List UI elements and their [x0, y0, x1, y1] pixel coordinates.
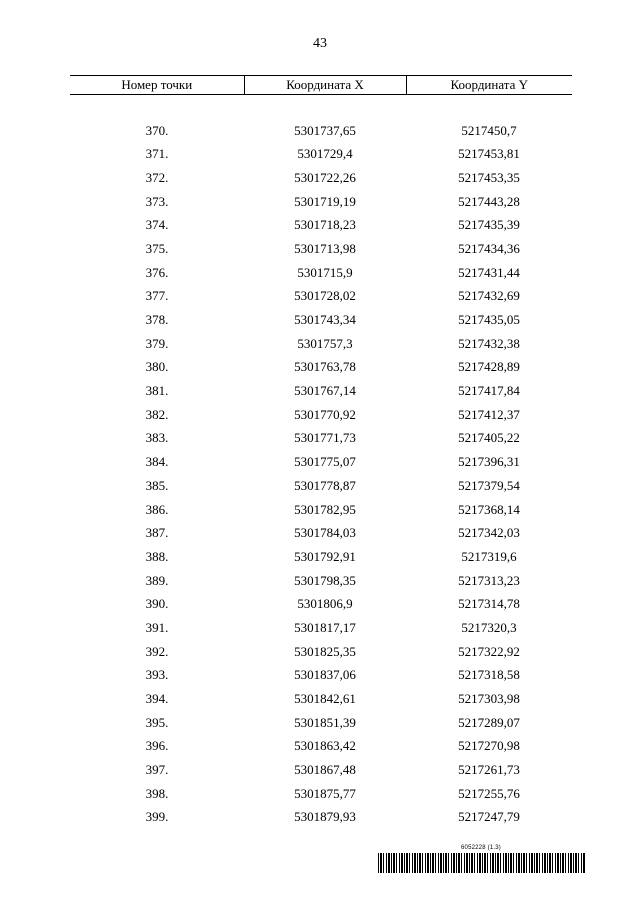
table-row: [70, 119, 572, 143]
coordinate-y-cell: 5217431,44: [458, 264, 520, 280]
coordinate-x-cell: 5301875,77: [294, 785, 356, 801]
coordinate-y-cell: 5217396,31: [458, 454, 520, 470]
table-header-row: [70, 76, 572, 95]
point-number-cell: 388.: [145, 548, 169, 564]
coordinate-y-cell: 5217379,54: [458, 477, 520, 493]
coordinate-x-cell: 5301771,73: [294, 430, 356, 446]
table-row: [70, 261, 572, 285]
coordinate-y-cell: 5217453,35: [458, 169, 520, 185]
table-row: [70, 379, 572, 403]
coordinate-y-cell: 5217261,73: [458, 762, 520, 778]
point-number-cell: 371.: [145, 146, 169, 162]
table-row: [70, 142, 572, 166]
barcode-caption: 6052228 (1.3): [461, 845, 501, 851]
coordinate-x-cell: 5301722,26: [294, 169, 356, 185]
coordinate-y-cell: 5217412,37: [458, 406, 520, 422]
table-row: [70, 356, 572, 380]
table-row: [70, 616, 572, 640]
coordinate-x-cell: 5301782,95: [294, 501, 356, 517]
point-number-cell: 392.: [145, 643, 169, 659]
coordinate-x-cell: 5301775,07: [294, 454, 356, 470]
table-row: [70, 569, 572, 593]
point-number-cell: 386.: [145, 501, 169, 517]
point-number-cell: 391.: [145, 619, 169, 635]
coordinate-x-cell: 5301715,9: [297, 264, 353, 280]
coordinate-y-cell: 5217319,6: [461, 548, 517, 564]
coordinate-x-cell: 5301757,3: [297, 335, 353, 351]
table-row: [70, 687, 572, 711]
point-number-cell: 379.: [145, 335, 169, 351]
coordinate-y-cell: 5217342,03: [458, 525, 520, 541]
point-number-cell: 373.: [145, 193, 169, 209]
point-number-cell: 389.: [145, 572, 169, 588]
coordinate-x-cell: 5301767,14: [294, 383, 356, 399]
coordinate-x-cell: 5301867,48: [294, 762, 356, 778]
table-row: [70, 758, 572, 782]
table-row: [70, 521, 572, 545]
coordinate-x-cell: 5301817,17: [294, 619, 356, 635]
coordinate-y-cell: 5217313,23: [458, 572, 520, 588]
point-number-cell: 399.: [145, 809, 169, 825]
coordinate-x-cell: 5301842,61: [294, 691, 356, 707]
coordinate-y-cell: 5217432,38: [458, 335, 520, 351]
point-number-cell: 370.: [145, 122, 169, 138]
coordinate-x-cell: 5301798,35: [294, 572, 356, 588]
point-number-cell: 387.: [145, 525, 169, 541]
coordinate-x-cell: 5301763,78: [294, 359, 356, 375]
coordinate-x-cell: 5301713,98: [294, 240, 356, 256]
point-number-cell: 394.: [145, 691, 169, 707]
coordinate-y-cell: 5217322,92: [458, 643, 520, 659]
table-row: [70, 427, 572, 451]
header-point-number: Номер точки: [70, 76, 244, 95]
coordinate-x-cell: 5301784,03: [294, 525, 356, 541]
point-number-cell: 396.: [145, 738, 169, 754]
coordinate-x-cell: 5301719,19: [294, 193, 356, 209]
table-row: [70, 450, 572, 474]
table-row: [70, 308, 572, 332]
table-body: [70, 95, 572, 830]
coordinate-x-cell: 5301851,39: [294, 714, 356, 730]
coordinate-x-cell: 5301737,65: [294, 122, 356, 138]
point-number-cell: 397.: [145, 762, 169, 778]
coordinate-y-cell: 5217405,22: [458, 430, 520, 446]
point-number-cell: 378.: [145, 312, 169, 328]
coordinate-y-cell: 5217432,69: [458, 288, 520, 304]
point-number-cell: 385.: [145, 477, 169, 493]
point-number-cell: 398.: [145, 785, 169, 801]
coordinate-x-cell: 5301743,34: [294, 312, 356, 328]
coordinate-y-cell: 5217303,98: [458, 691, 520, 707]
coordinate-y-cell: 5217443,28: [458, 193, 520, 209]
point-number-cell: 380.: [145, 359, 169, 375]
coordinate-y-cell: 5217453,81: [458, 146, 520, 162]
coordinate-x-cell: 5301806,9: [297, 596, 353, 612]
point-number-cell: 382.: [145, 406, 169, 422]
table-row: [70, 782, 572, 806]
table-row: [70, 403, 572, 427]
coordinate-y-cell: 5217434,36: [458, 240, 520, 256]
coordinate-y-cell: 5217320,3: [461, 619, 517, 635]
table-row: [70, 190, 572, 214]
point-number-cell: 390.: [145, 596, 169, 612]
point-number-cell: 383.: [145, 430, 169, 446]
coordinate-x-cell: 5301863,42: [294, 738, 356, 754]
table-row: [70, 545, 572, 569]
spacer-row: [70, 95, 572, 119]
coordinate-y-cell: 5217255,76: [458, 785, 520, 801]
point-number-cell: 393.: [145, 667, 169, 683]
table-row: [70, 806, 572, 830]
table-row: [70, 711, 572, 735]
table-row: [70, 237, 572, 261]
coordinate-x-cell: 5301729,4: [297, 146, 353, 162]
coordinate-x-cell: 5301792,91: [294, 548, 356, 564]
coordinate-x-cell: 5301778,87: [294, 477, 356, 493]
coordinate-x-cell: 5301837,06: [294, 667, 356, 683]
point-number-cell: 395.: [145, 714, 169, 730]
coordinate-y-cell: 5217289,07: [458, 714, 520, 730]
point-number-cell: 376.: [145, 264, 169, 280]
table-row: [70, 285, 572, 309]
coordinate-x-cell: 5301718,23: [294, 217, 356, 233]
table-row: [70, 735, 572, 759]
page-number: 43: [313, 36, 327, 51]
coordinate-x-cell: 5301879,93: [294, 809, 356, 825]
table-row: [70, 592, 572, 616]
table-row: [70, 474, 572, 498]
coordinate-y-cell: 5217270,98: [458, 738, 520, 754]
coordinate-y-cell: 5217247,79: [458, 809, 520, 825]
header-coordinate-y: Координата Y: [406, 76, 572, 95]
coordinate-x-cell: 5301770,92: [294, 406, 356, 422]
table-row: [70, 332, 572, 356]
coordinate-x-cell: 5301825,35: [294, 643, 356, 659]
table-row: [70, 213, 572, 237]
point-number-cell: 381.: [145, 383, 169, 399]
coordinate-y-cell: 5217318,58: [458, 667, 520, 683]
table-row: [70, 664, 572, 688]
coordinates-table: [70, 75, 572, 829]
point-number-cell: 375.: [145, 240, 169, 256]
table-row: [70, 498, 572, 522]
table-row: [70, 640, 572, 664]
coordinate-y-cell: 5217435,05: [458, 312, 520, 328]
header-coordinate-x: Координата X: [244, 76, 406, 95]
coordinate-y-cell: 5217428,89: [458, 359, 520, 375]
coordinate-y-cell: 5217435,39: [458, 217, 520, 233]
coordinate-x-cell: 5301728,02: [294, 288, 356, 304]
point-number-cell: 374.: [145, 217, 169, 233]
point-number-cell: 384.: [145, 454, 169, 470]
point-number-cell: 372.: [145, 169, 169, 185]
barcode-image: [378, 853, 586, 873]
point-number-cell: 377.: [145, 288, 169, 304]
coordinate-y-cell: 5217450,7: [461, 122, 517, 138]
table-row: [70, 166, 572, 190]
coordinate-y-cell: 5217368,14: [458, 501, 520, 517]
coordinate-y-cell: 5217417,84: [458, 383, 520, 399]
coordinate-y-cell: 5217314,78: [458, 596, 520, 612]
